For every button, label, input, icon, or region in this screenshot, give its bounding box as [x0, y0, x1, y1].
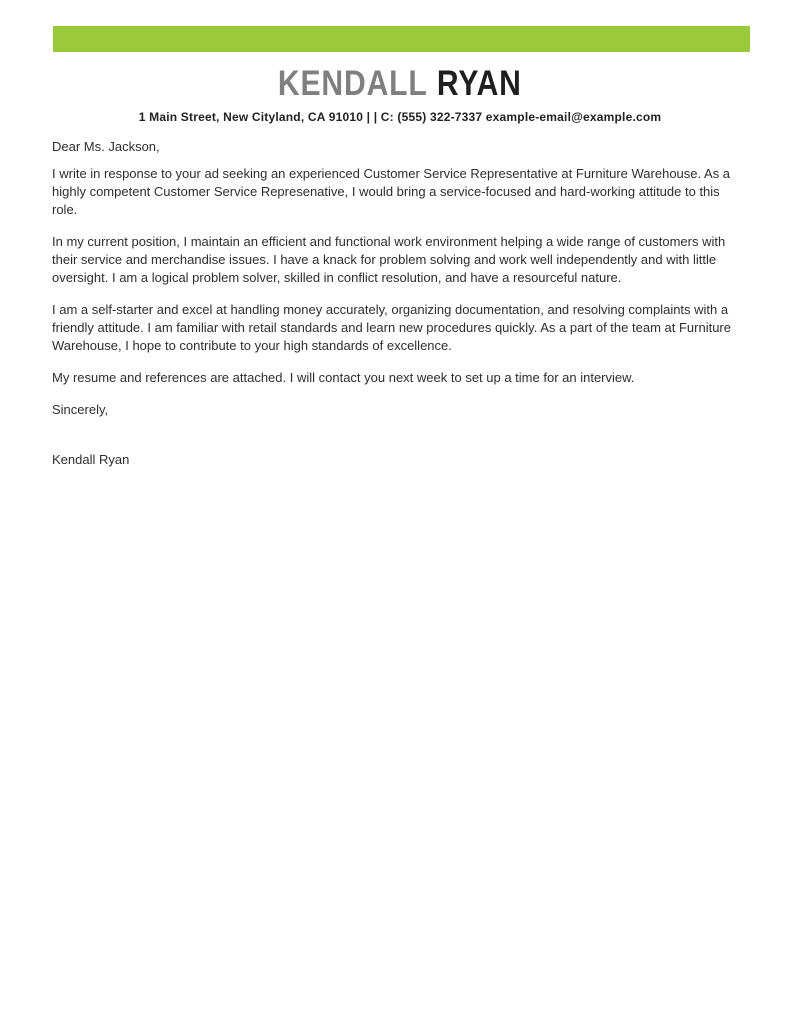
signature: Kendall Ryan — [52, 452, 130, 467]
paragraph-follow-up: My resume and references are attached. I will contact you next week to set up a time for an interview. — [52, 370, 635, 385]
letter-body — [52, 138, 744, 483]
header-accent-bar — [53, 26, 750, 52]
letter-header — [0, 64, 800, 124]
page-title — [278, 64, 522, 104]
paragraph-intro: I write in response to your ad seeking an experienced Customer Service Representative at Furniture Warehouse. As a highly competent Customer Service Represenative, I would bring a service-focused and hard-working attitude to this role. — [52, 166, 731, 217]
contact-line: 1 Main Street, New Cityland, CA 91010 | | C: (555) 322-7337 example-email@example.com — [138, 110, 662, 125]
closing: Sincerely, — [52, 402, 109, 417]
paragraph-current-position: In my current position, I maintain an efficient and functional work environment helping a wide range of customers with their service and merchandise issues. I have a knack for problem solving and work well independently and with little oversight. I am a logical problem solver, skilled in conflict resolution, and have a resourceful nature. — [52, 234, 726, 285]
salutation: Dear Ms. Jackson, — [52, 139, 160, 154]
last-name: RYAN — [437, 64, 522, 103]
paragraph-skills: I am a self-starter and excel at handling money accurately, organizing documentation, and resolving complaints with a friendly attitude. I am familiar with retail standards and learn new procedures quickly. As a part of the team at Furniture Warehouse, I hope to contribute to your high standards of excellence. — [52, 302, 731, 353]
first-name: KENDALL — [278, 64, 428, 103]
